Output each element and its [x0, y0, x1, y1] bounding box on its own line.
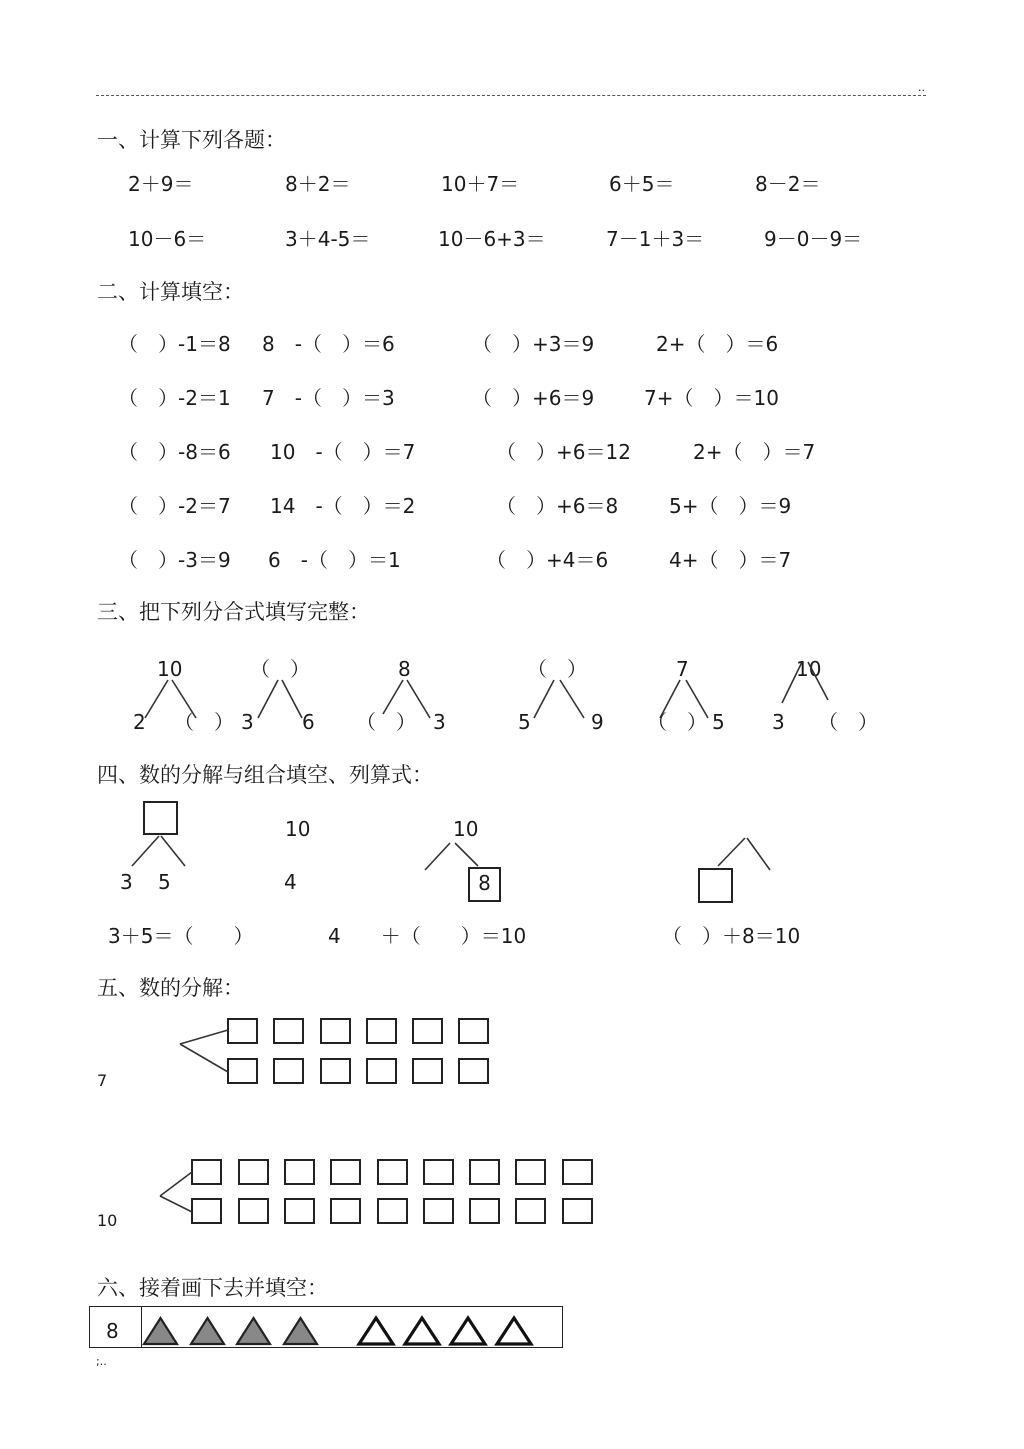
tree1-left-line — [145, 680, 168, 718]
fill-3-4: 2+（ ）＝7 — [693, 440, 816, 464]
tree3-right-line — [407, 680, 430, 718]
pattern-count: 8 — [106, 1319, 119, 1343]
s4-col2-top: 10 — [285, 817, 311, 841]
s5-number-7: 7 — [97, 1071, 108, 1090]
tree1-right-line — [172, 680, 196, 718]
decomp7-lower-branch — [180, 1044, 228, 1072]
section-2-heading: 二、计算填空： — [97, 280, 244, 304]
fill-2-2: 7 -（ ）＝3 — [262, 386, 395, 410]
s4-tree3-box-value: 8 — [478, 871, 491, 895]
fill-4-1: （ ）-2＝7 — [118, 494, 231, 518]
tree3-top: 8 — [398, 657, 411, 681]
tree6-right: （ ） — [818, 710, 878, 734]
tree1-top: 10 — [157, 657, 183, 681]
fill-5-2: 6 -（ ）＝1 — [268, 548, 401, 572]
s4-tree4-right-line — [747, 838, 770, 870]
tree4-left-line — [534, 680, 554, 718]
tree3-left-line — [383, 680, 403, 714]
s4-tree1-right-line — [161, 836, 185, 866]
fill-4-3: （ ）+6＝8 — [496, 494, 619, 518]
calc-1-1: 2＋9＝ — [128, 172, 194, 196]
tree-lines — [132, 662, 828, 1212]
outline-triangle — [405, 1318, 439, 1344]
tree1-right: （ ） — [174, 710, 234, 734]
calc-2-2: 3＋4-5＝ — [285, 227, 371, 251]
s4-tree3-left-line — [425, 843, 450, 870]
s4-tree4-left-line — [718, 838, 745, 866]
fill-1-1: （ ）-1＝8 — [118, 332, 231, 356]
tree5-right: 5 — [712, 710, 725, 734]
calc-1-5: 8－2＝ — [755, 172, 821, 196]
tree3-right: 3 — [433, 710, 446, 734]
calc-2-3: 10－6+3＝ — [438, 227, 546, 251]
tree3-left: （ ） — [356, 710, 416, 734]
section-1-heading: 一、计算下列各题： — [97, 128, 286, 152]
tree4-top: （ ） — [527, 657, 587, 681]
filled-triangle — [144, 1318, 177, 1344]
decomp7-upper-branch — [180, 1030, 228, 1044]
fill-3-3: （ ）+6＝12 — [496, 440, 631, 464]
outline-triangle — [359, 1318, 393, 1344]
section-5-heading: 五、数的分解： — [97, 976, 244, 1000]
fill-2-4: 7+（ ）＝10 — [644, 386, 779, 410]
section-3-heading: 三、把下列分合式填写完整： — [97, 600, 370, 624]
fill-2-3: （ ）+6＝9 — [472, 386, 595, 410]
fill-4-4: 5+（ ）＝9 — [669, 494, 792, 518]
s4-tree1-left: 3 — [120, 870, 133, 894]
calc-2-5: 9－0－9＝ — [764, 227, 863, 251]
fill-3-1: （ ）-8＝6 — [118, 440, 231, 464]
tree5-right-line — [686, 680, 708, 718]
tree6-top: 10 — [796, 657, 822, 681]
decomp10-lower-branch — [160, 1196, 192, 1212]
s4-eq1: 3＋5＝（ ） — [108, 924, 254, 948]
fill-4-2: 14 -（ ）＝2 — [270, 494, 416, 518]
fill-5-4: 4+（ ）＝7 — [669, 548, 792, 572]
tree4-right-line — [560, 680, 584, 718]
calc-2-4: 7－1＋3＝ — [606, 227, 705, 251]
tree2-left-line — [258, 680, 278, 718]
filled-triangle — [284, 1318, 317, 1344]
s4-eq2: 4 ＋（ ）＝10 — [328, 924, 527, 948]
outline-triangle — [497, 1318, 531, 1344]
tree1-left: 2 — [133, 710, 146, 734]
tree4-right: 9 — [591, 710, 604, 734]
s4-eq3: （ ）＋8＝10 — [662, 924, 801, 948]
calc-2-1: 10－6＝ — [128, 227, 207, 251]
tree2-left: 3 — [241, 710, 254, 734]
s4-tree3-top: 10 — [453, 817, 479, 841]
tree6-left-line — [782, 662, 802, 703]
filled-triangle — [237, 1318, 270, 1344]
s5-number-10: 10 — [97, 1211, 118, 1230]
fill-1-3: （ ）+3＝9 — [472, 332, 595, 356]
s4-col2-bottom: 4 — [284, 870, 297, 894]
calc-1-4: 6＋5＝ — [609, 172, 675, 196]
calc-1-2: 8＋2＝ — [285, 172, 351, 196]
footer-mark: ;.. — [96, 1355, 107, 1368]
calc-1-3: 10＋7＝ — [441, 172, 520, 196]
s4-tree1-right: 5 — [158, 870, 171, 894]
s4-tree1-left-line — [132, 836, 159, 866]
fill-5-3: （ ）+4＝6 — [486, 548, 609, 572]
fill-1-4: 2+（ ）＝6 — [656, 332, 779, 356]
tree5-left-line — [660, 680, 680, 718]
fill-1-2: 8 -（ ）＝6 — [262, 332, 395, 356]
section-4-heading: 四、数的分解与组合填空、列算式： — [97, 763, 433, 787]
tree5-top: 7 — [676, 657, 689, 681]
tree6-right-line — [808, 662, 828, 700]
fill-2-1: （ ）-2＝1 — [118, 386, 231, 410]
fill-3-2: 10 -（ ）＝7 — [270, 440, 416, 464]
s4-tree3-right-line — [455, 843, 478, 866]
decomp10-upper-branch — [160, 1172, 192, 1196]
tree2-right: 6 — [302, 710, 315, 734]
corner-mark: .. — [918, 81, 925, 94]
section-6-heading: 六、接着画下去并填空： — [97, 1276, 328, 1300]
tree4-left: 5 — [518, 710, 531, 734]
fill-5-1: （ ）-3＝9 — [118, 548, 231, 572]
tree5-left: （ ） — [647, 710, 707, 734]
outline-triangle — [451, 1318, 485, 1344]
tree2-right-line — [282, 680, 302, 718]
tree2-top: （ ） — [250, 657, 310, 681]
pattern-triangles — [144, 1318, 531, 1344]
tree6-left: 3 — [772, 710, 785, 734]
filled-triangle — [191, 1318, 224, 1344]
